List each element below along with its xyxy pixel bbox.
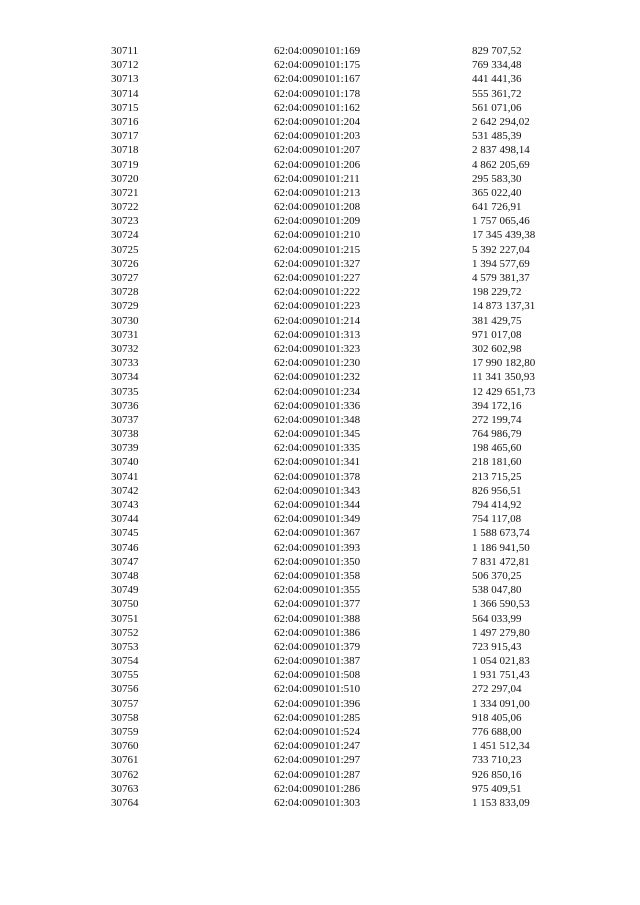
table-row [111, 782, 581, 796]
cadastral-value: 381 429,75 [472, 314, 522, 327]
row-number: 30759 [111, 726, 139, 738]
row-number: 30735 [111, 385, 139, 398]
cadastral-value: 12 429 651,73 [472, 385, 536, 398]
table-row [111, 314, 581, 328]
table-row [111, 512, 581, 526]
cadastral-number: 62:04:0090101:388 [274, 612, 361, 625]
table-row [111, 58, 581, 72]
table-row [111, 271, 581, 285]
cadastral-value: 975 409,51 [472, 782, 522, 795]
cadastral-value: 555 361,72 [472, 87, 522, 100]
row-number: 30721 [111, 186, 139, 199]
table-row [111, 626, 581, 640]
cadastral-number: 62:04:0090101:211 [274, 172, 360, 185]
cadastral-number: 62:04:0090101:386 [274, 626, 361, 639]
table-row [111, 370, 581, 384]
cadastral-value: 1 366 590,53 [472, 598, 530, 611]
cadastral-value: 764 986,79 [472, 428, 522, 441]
table-row [111, 455, 581, 469]
cadastral-value: 394 172,16 [472, 399, 522, 412]
cadastral-value: 295 583,30 [472, 172, 522, 185]
table-row [111, 441, 581, 455]
cadastral-number: 62:04:0090101:358 [274, 569, 361, 582]
table-row [111, 654, 581, 668]
table-row [111, 484, 581, 498]
cadastral-value: 14 873 137,31 [472, 300, 536, 313]
table-row [111, 526, 581, 540]
row-number: 30734 [111, 371, 139, 384]
cadastral-value: 776 688,00 [472, 726, 522, 738]
table-row [111, 597, 581, 611]
row-number: 30744 [111, 513, 139, 526]
cadastral-value: 1 186 941,50 [472, 541, 530, 554]
row-number: 30756 [111, 683, 139, 696]
cadastral-number: 62:04:0090101:207 [274, 144, 361, 157]
cadastral-value: 829 707,52 [472, 45, 522, 57]
cadastral-value: 441 441,36 [472, 73, 522, 86]
table-row [111, 328, 581, 342]
row-number: 30733 [111, 357, 139, 370]
row-number: 30746 [111, 541, 139, 554]
cadastral-number: 62:04:0090101:247 [274, 740, 361, 753]
table-row [111, 583, 581, 597]
cadastral-number: 62:04:0090101:341 [274, 456, 361, 469]
cadastral-value: 826 956,51 [472, 484, 522, 497]
cadastral-number: 62:04:0090101:379 [274, 640, 361, 653]
table-row [111, 413, 581, 427]
row-number: 30753 [111, 640, 139, 653]
table-row [111, 697, 581, 711]
cadastral-value: 769 334,48 [472, 59, 522, 72]
cadastral-number: 62:04:0090101:230 [274, 357, 361, 370]
table-row [111, 143, 581, 157]
row-number: 30725 [111, 243, 139, 256]
cadastral-value: 564 033,99 [472, 612, 522, 625]
row-number: 30711 [111, 45, 139, 57]
cadastral-number: 62:04:0090101:234 [274, 385, 361, 398]
table-row [111, 612, 581, 626]
table-row [111, 739, 581, 753]
cadastral-value: 971 017,08 [472, 328, 522, 341]
row-number: 30728 [111, 286, 139, 299]
cadastral-number: 62:04:0090101:213 [274, 186, 361, 199]
cadastral-value: 1 054 021,83 [472, 655, 530, 668]
cadastral-value: 1 497 279,80 [472, 626, 530, 639]
row-number: 30752 [111, 626, 139, 639]
table-row [111, 427, 581, 441]
row-number: 30747 [111, 555, 139, 568]
cadastral-value: 272 199,74 [472, 413, 522, 426]
row-number: 30731 [111, 328, 139, 341]
cadastral-value: 733 710,23 [472, 754, 522, 767]
cadastral-number: 62:04:0090101:215 [274, 243, 361, 256]
table-row [111, 385, 581, 399]
cadastral-value: 754 117,08 [472, 513, 522, 526]
cadastral-value: 794 414,92 [472, 499, 522, 511]
cadastral-number: 62:04:0090101:287 [274, 768, 361, 781]
table-row [111, 257, 581, 271]
cadastral-number: 62:04:0090101:303 [274, 796, 361, 809]
cadastral-value: 2 837 498,14 [472, 144, 530, 157]
cadastral-value: 1 153 833,09 [472, 796, 530, 809]
row-number: 30761 [111, 754, 139, 767]
table-row [111, 299, 581, 313]
table-row [111, 569, 581, 583]
cadastral-number: 62:04:0090101:345 [274, 428, 361, 441]
cadastral-number: 62:04:0090101:396 [274, 697, 361, 710]
table-row [111, 753, 581, 767]
row-number: 30714 [111, 87, 139, 100]
row-number: 30712 [111, 59, 139, 72]
table-row [111, 711, 581, 725]
row-number: 30738 [111, 428, 139, 441]
cadastral-number: 62:04:0090101:343 [274, 484, 361, 497]
table-row [111, 158, 581, 172]
row-number: 30739 [111, 442, 139, 455]
table-row [111, 555, 581, 569]
cadastral-number: 62:04:0090101:204 [274, 115, 361, 128]
cadastral-value: 506 370,25 [472, 569, 522, 582]
table-row [111, 768, 581, 782]
row-number: 30720 [111, 172, 139, 185]
table-row [111, 214, 581, 228]
cadastral-number: 62:04:0090101:178 [274, 87, 361, 100]
row-number: 30740 [111, 456, 139, 469]
row-number: 30749 [111, 584, 139, 597]
cadastral-number: 62:04:0090101:355 [274, 584, 361, 597]
table-row [111, 200, 581, 214]
cadastral-value: 198 465,60 [472, 442, 522, 455]
cadastral-value: 218 181,60 [472, 456, 522, 469]
cadastral-value: 365 022,40 [472, 186, 522, 199]
cadastral-value: 1 588 673,74 [472, 527, 530, 540]
table-row [111, 640, 581, 654]
row-number: 30713 [111, 73, 139, 86]
row-number: 30750 [111, 598, 139, 611]
table-row [111, 243, 581, 257]
cadastral-value: 1 757 065,46 [472, 215, 530, 228]
row-number: 30762 [111, 768, 139, 781]
row-number: 30715 [111, 101, 139, 114]
cadastral-number: 62:04:0090101:208 [274, 201, 361, 214]
row-number: 30742 [111, 484, 139, 497]
cadastral-number: 62:04:0090101:169 [274, 45, 361, 57]
table-row [111, 725, 581, 739]
cadastral-value: 11 341 350,93 [472, 371, 535, 384]
cadastral-number: 62:04:0090101:377 [274, 598, 361, 611]
cadastral-value: 5 392 227,04 [472, 243, 530, 256]
row-number: 30751 [111, 612, 139, 625]
row-number: 30743 [111, 499, 139, 511]
row-number: 30755 [111, 669, 139, 682]
table-row [111, 44, 581, 58]
cadastral-number: 62:04:0090101:223 [274, 300, 361, 313]
cadastral-number: 62:04:0090101:222 [274, 286, 361, 299]
cadastral-value: 213 715,25 [472, 470, 522, 483]
cadastral-number: 62:04:0090101:323 [274, 342, 361, 355]
cadastral-number: 62:04:0090101:214 [274, 314, 361, 327]
cadastral-number: 62:04:0090101:285 [274, 711, 361, 724]
table-row [111, 470, 581, 484]
cadastral-value: 302 602,98 [472, 342, 522, 355]
row-number: 30718 [111, 144, 139, 157]
cadastral-value: 1 931 751,43 [472, 669, 530, 682]
row-number: 30745 [111, 527, 139, 540]
table-row [111, 228, 581, 242]
cadastral-number: 62:04:0090101:232 [274, 371, 361, 384]
cadastral-number: 62:04:0090101:227 [274, 272, 361, 284]
cadastral-number: 62:04:0090101:349 [274, 513, 361, 526]
cadastral-value: 17 345 439,38 [472, 229, 536, 242]
cadastral-number: 62:04:0090101:378 [274, 470, 361, 483]
cadastral-number: 62:04:0090101:209 [274, 215, 361, 228]
row-number: 30758 [111, 711, 139, 724]
row-number: 30760 [111, 740, 139, 753]
cadastral-number: 62:04:0090101:508 [274, 669, 361, 682]
row-number: 30716 [111, 115, 139, 128]
row-number: 30757 [111, 697, 139, 710]
table-row [111, 172, 581, 186]
cadastral-value: 561 071,06 [472, 101, 522, 114]
cadastral-value: 7 831 472,81 [472, 555, 530, 568]
cadastral-number: 62:04:0090101:387 [274, 655, 361, 668]
table-row [111, 342, 581, 356]
cadastral-value: 531 485,39 [472, 130, 522, 143]
cadastral-value: 1 451 512,34 [472, 740, 530, 753]
table-row [111, 399, 581, 413]
cadastral-number: 62:04:0090101:203 [274, 130, 361, 143]
table-row [111, 498, 581, 512]
row-number: 30724 [111, 229, 139, 242]
cadastral-value: 538 047,80 [472, 584, 522, 597]
cadastral-value: 918 405,06 [472, 711, 522, 724]
cadastral-number: 62:04:0090101:344 [274, 499, 361, 511]
cadastral-value: 1 334 091,00 [472, 697, 530, 710]
cadastral-number: 62:04:0090101:297 [274, 754, 361, 767]
row-number: 30748 [111, 569, 139, 582]
table-row [111, 186, 581, 200]
cadastral-value: 926 850,16 [472, 768, 522, 781]
cadastral-number: 62:04:0090101:167 [274, 73, 361, 86]
cadastral-number: 62:04:0090101:286 [274, 782, 361, 795]
row-number: 30754 [111, 655, 139, 668]
table-row [111, 129, 581, 143]
table-row [111, 101, 581, 115]
table-row [111, 285, 581, 299]
row-number: 30732 [111, 342, 139, 355]
row-number: 30723 [111, 215, 139, 228]
cadastral-value: 4 862 205,69 [472, 158, 530, 171]
table-row [111, 668, 581, 682]
table-row [111, 682, 581, 696]
cadastral-number: 62:04:0090101:367 [274, 527, 361, 540]
cadastral-number: 62:04:0090101:336 [274, 399, 361, 412]
cadastral-value: 198 229,72 [472, 286, 522, 299]
table-row [111, 115, 581, 129]
row-number: 30729 [111, 300, 139, 313]
row-number: 30719 [111, 158, 139, 171]
row-number: 30764 [111, 796, 139, 809]
cadastral-value: 1 394 577,69 [472, 257, 530, 270]
cadastral-value: 4 579 381,37 [472, 272, 530, 284]
cadastral-number: 62:04:0090101:175 [274, 59, 361, 72]
cadastral-number: 62:04:0090101:313 [274, 328, 361, 341]
cadastral-value: 723 915,43 [472, 640, 522, 653]
cadastral-number: 62:04:0090101:162 [274, 101, 361, 114]
row-number: 30737 [111, 413, 139, 426]
cadastral-value: 17 990 182,80 [472, 357, 536, 370]
cadastral-number: 62:04:0090101:210 [274, 229, 361, 242]
cadastral-number: 62:04:0090101:524 [274, 726, 361, 738]
cadastral-number: 62:04:0090101:335 [274, 442, 361, 455]
table-row [111, 356, 581, 370]
row-number: 30730 [111, 314, 139, 327]
row-number: 30741 [111, 470, 139, 483]
cadastral-number: 62:04:0090101:206 [274, 158, 361, 171]
table-row [111, 87, 581, 101]
cadastral-value: 272 297,04 [472, 683, 522, 696]
row-number: 30722 [111, 201, 139, 214]
cadastral-number: 62:04:0090101:393 [274, 541, 361, 554]
row-number: 30717 [111, 130, 139, 143]
cadastral-number: 62:04:0090101:327 [274, 257, 361, 270]
row-number: 30736 [111, 399, 139, 412]
cadastral-number: 62:04:0090101:348 [274, 413, 361, 426]
row-number: 30727 [111, 272, 139, 284]
data-table [111, 44, 581, 810]
table-row [111, 796, 581, 810]
cadastral-value: 641 726,91 [472, 201, 522, 214]
cadastral-value: 2 642 294,02 [472, 115, 530, 128]
cadastral-number: 62:04:0090101:350 [274, 555, 361, 568]
table-row [111, 541, 581, 555]
row-number: 30726 [111, 257, 139, 270]
table-row [111, 72, 581, 86]
cadastral-number: 62:04:0090101:510 [274, 683, 361, 696]
row-number: 30763 [111, 782, 139, 795]
